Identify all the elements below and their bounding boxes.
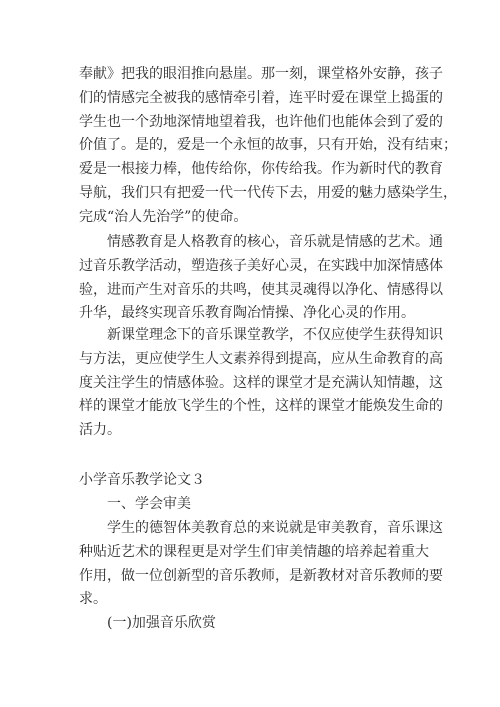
paragraph-love-story [79, 63, 457, 230]
text-line: 活力。 [79, 422, 121, 439]
text-line: 验，进而产生对音乐的共鸣，使其灵魂得以净化、情感得以 [79, 281, 443, 298]
text-line: 新课堂理念下的音乐课堂教学，不仅应使学生获得知识 [79, 327, 443, 343]
text-line: 学生也一个劲地深情地望着我，也许他们也能体会到了爱的 [79, 113, 443, 130]
text-line: 完成“治人先治学”的使命。 [79, 208, 248, 225]
text-line: 价值了。是的，爱是一个永恒的故事，只有开始，没有结束； [79, 137, 457, 154]
text-line: 奉献》把我的眼泪推向悬崖。那一刻，课堂格外安静，孩子 [79, 66, 443, 82]
text-line: 度关注学生的情感体验。这样的课堂才是充满认知情趣，这 [79, 374, 443, 391]
text-line: 情感教育是人格教育的核心，音乐就是情感的艺术。通 [79, 234, 443, 250]
text-line: 学生的德智体美教育总的来说就是审美教育，音乐课这 [79, 520, 443, 536]
text-line: 与方法，更应使学生人文素养得到提高，应从生命教育的高 [79, 350, 443, 367]
subheading-learn-aesthetics: 一、学会审美 [107, 496, 191, 512]
text-line: 导航，我们只有把爱一代一代传下去，用爱的魅力感染学生， [79, 184, 457, 201]
text-line: 过音乐教学活动，塑造孩子美好心灵，在实践中加深情感体 [79, 257, 443, 274]
paragraph-aesthetic-education [79, 517, 443, 612]
section-title: 小学音乐教学论文３ [79, 472, 205, 488]
text-line: 种贴近艺术的课程更是对学生们审美情趣的培养起着重大 [79, 543, 429, 560]
text-line: 升华，最终实现音乐教育陶冶情操、净化心灵的作用。 [79, 305, 415, 322]
text-line: 求。 [79, 591, 107, 608]
paragraph-emotion-education [79, 231, 443, 326]
subheading-music-appreciation: (一)加强音乐欣赏 [107, 615, 216, 631]
text-line: 们的情感完全被我的感情牵引着，连平时爱在课堂上捣蛋的 [79, 89, 443, 106]
text-line: 样的课堂才能放飞学生的个性，这样的课堂才能焕发生命的 [79, 398, 443, 415]
text-line: 爱是一根接力棒，他传给你，你传给我。作为新时代的教育 [79, 161, 443, 178]
paragraph-new-classroom [79, 324, 443, 443]
text-line: 作用，做一位创新型的音乐教师，是新教材对音乐教师的要 [79, 567, 443, 584]
